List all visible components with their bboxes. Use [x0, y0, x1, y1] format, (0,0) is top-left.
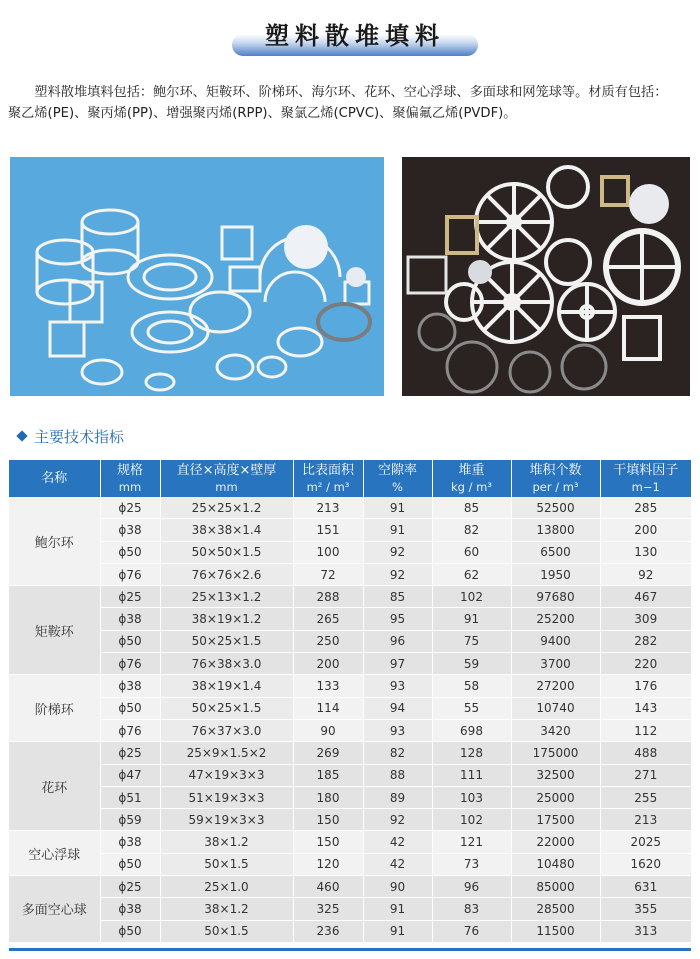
diamond-bullet-icon: [16, 430, 27, 441]
spec-cell: ϕ38: [100, 898, 160, 920]
col-header-name: 名称: [9, 460, 100, 497]
page-title: 塑料散堆填料: [265, 22, 445, 50]
packing-factor-cell: 130: [600, 541, 691, 563]
packing-factor-cell: 255: [600, 786, 691, 808]
bulk-density-cell: 60: [432, 541, 511, 563]
bulk-density-cell: 75: [432, 630, 511, 652]
count-cell: 9400: [511, 630, 600, 652]
packing-factor-cell: 282: [600, 630, 691, 652]
table-body: [9, 497, 691, 942]
surface-area-cell: 236: [293, 920, 363, 942]
void-ratio-cell: 92: [363, 563, 432, 585]
bulk-density-cell: 55: [432, 697, 511, 719]
bulk-density-cell: 91: [432, 608, 511, 630]
table-row: [9, 675, 691, 697]
packing-factor-cell: 271: [600, 764, 691, 786]
table-row: [9, 608, 691, 630]
void-ratio-cell: 94: [363, 697, 432, 719]
dimensions-cell: 59×19×3×3: [160, 809, 293, 831]
count-cell: 22000: [511, 831, 600, 853]
col-header-packing-factor: 干填料因子 m−1: [600, 460, 691, 497]
table-row: [9, 809, 691, 831]
count-cell: 32500: [511, 764, 600, 786]
dimensions-cell: 50×25×1.5: [160, 697, 293, 719]
spec-cell: ϕ76: [100, 653, 160, 675]
table-row: [9, 697, 691, 719]
count-cell: 25000: [511, 786, 600, 808]
packing-factor-cell: 200: [600, 519, 691, 541]
table-row: [9, 764, 691, 786]
void-ratio-cell: 95: [363, 608, 432, 630]
group-name-cell: 多面空心球: [9, 876, 100, 943]
bulk-density-cell: 103: [432, 786, 511, 808]
table-row: [9, 898, 691, 920]
dimensions-cell: 50×1.5: [160, 920, 293, 942]
dimensions-cell: 47×19×3×3: [160, 764, 293, 786]
bulk-density-cell: 59: [432, 653, 511, 675]
table-row: [9, 853, 691, 875]
packing-factor-cell: 213: [600, 809, 691, 831]
void-ratio-cell: 92: [363, 541, 432, 563]
product-photo-blue: [10, 157, 384, 396]
col-header-bulk-density: 堆重 kg / m³: [432, 460, 511, 497]
col-header-count: 堆积个数 per / m³: [511, 460, 600, 497]
surface-area-cell: 288: [293, 586, 363, 608]
count-cell: 52500: [511, 497, 600, 519]
group-name-cell: 阶梯环: [9, 675, 100, 742]
spec-cell: ϕ51: [100, 786, 160, 808]
surface-area-cell: 133: [293, 675, 363, 697]
table-row: [9, 742, 691, 764]
bulk-density-cell: 698: [432, 719, 511, 741]
bulk-density-cell: 83: [432, 898, 511, 920]
surface-area-cell: 213: [293, 497, 363, 519]
intro-paragraph: [8, 82, 694, 124]
void-ratio-cell: 42: [363, 853, 432, 875]
col-header-surface-area: 比表面积 m² / m³: [293, 460, 363, 497]
packing-illustration-right: [402, 157, 690, 396]
surface-area-cell: 90: [293, 719, 363, 741]
group-name-cell: 空心浮球: [9, 831, 100, 876]
dimensions-cell: 50×1.5: [160, 853, 293, 875]
count-cell: 6500: [511, 541, 600, 563]
dimensions-cell: 38×19×1.4: [160, 675, 293, 697]
count-cell: 17500: [511, 809, 600, 831]
spec-cell: ϕ25: [100, 497, 160, 519]
void-ratio-cell: 88: [363, 764, 432, 786]
spec-cell: ϕ50: [100, 853, 160, 875]
table-row: [9, 653, 691, 675]
col-header-dimensions: 直径×高度×壁厚 mm: [160, 460, 293, 497]
spec-cell: ϕ50: [100, 541, 160, 563]
surface-area-cell: 265: [293, 608, 363, 630]
dimensions-cell: 25×13×1.2: [160, 586, 293, 608]
table-row: [9, 831, 691, 853]
count-cell: 10480: [511, 853, 600, 875]
section-title: 主要技术指标: [34, 428, 125, 446]
void-ratio-cell: 85: [363, 586, 432, 608]
count-cell: 27200: [511, 675, 600, 697]
dimensions-cell: 25×1.0: [160, 876, 293, 898]
spec-cell: ϕ50: [100, 630, 160, 652]
spec-cell: ϕ50: [100, 697, 160, 719]
void-ratio-cell: 91: [363, 898, 432, 920]
table-row: [9, 719, 691, 741]
void-ratio-cell: 82: [363, 742, 432, 764]
bulk-density-cell: 76: [432, 920, 511, 942]
void-ratio-cell: 91: [363, 497, 432, 519]
col-header-spec: 规格 mm: [100, 460, 160, 497]
void-ratio-cell: 89: [363, 786, 432, 808]
dimensions-cell: 76×76×2.6: [160, 563, 293, 585]
dimensions-cell: 51×19×3×3: [160, 786, 293, 808]
spec-cell: ϕ25: [100, 742, 160, 764]
surface-area-cell: 150: [293, 831, 363, 853]
spec-table: [9, 460, 691, 943]
table-row: [9, 876, 691, 898]
dimensions-cell: 38×19×1.2: [160, 608, 293, 630]
packing-illustration-left: [10, 157, 384, 396]
dimensions-cell: 50×25×1.5: [160, 630, 293, 652]
spec-cell: ϕ38: [100, 519, 160, 541]
count-cell: 11500: [511, 920, 600, 942]
spec-cell: ϕ59: [100, 809, 160, 831]
packing-factor-cell: 488: [600, 742, 691, 764]
spec-cell: ϕ38: [100, 608, 160, 630]
void-ratio-cell: 92: [363, 809, 432, 831]
packing-factor-cell: 309: [600, 608, 691, 630]
table-row: [9, 519, 691, 541]
bulk-density-cell: 96: [432, 876, 511, 898]
spec-cell: ϕ38: [100, 675, 160, 697]
bulk-density-cell: 58: [432, 675, 511, 697]
spec-cell: ϕ25: [100, 876, 160, 898]
count-cell: 85000: [511, 876, 600, 898]
surface-area-cell: 460: [293, 876, 363, 898]
table-row: [9, 786, 691, 808]
table-bottom-rule: [9, 948, 691, 951]
packing-factor-cell: 143: [600, 697, 691, 719]
dimensions-cell: 76×38×3.0: [160, 653, 293, 675]
count-cell: 1950: [511, 563, 600, 585]
count-cell: 97680: [511, 586, 600, 608]
dimensions-cell: 38×1.2: [160, 898, 293, 920]
packing-factor-cell: 1620: [600, 853, 691, 875]
count-cell: 3700: [511, 653, 600, 675]
void-ratio-cell: 93: [363, 675, 432, 697]
spec-cell: ϕ38: [100, 831, 160, 853]
packing-factor-cell: 92: [600, 563, 691, 585]
product-photo-dark: [402, 157, 690, 396]
spec-cell: ϕ76: [100, 563, 160, 585]
spec-cell: ϕ47: [100, 764, 160, 786]
dimensions-cell: 38×1.2: [160, 831, 293, 853]
table-row: [9, 497, 691, 519]
surface-area-cell: 269: [293, 742, 363, 764]
packing-factor-cell: 631: [600, 876, 691, 898]
bulk-density-cell: 128: [432, 742, 511, 764]
table-row: [9, 630, 691, 652]
bulk-density-cell: 85: [432, 497, 511, 519]
surface-area-cell: 180: [293, 786, 363, 808]
void-ratio-cell: 91: [363, 519, 432, 541]
packing-factor-cell: 355: [600, 898, 691, 920]
count-cell: 13800: [511, 519, 600, 541]
table-row: [9, 541, 691, 563]
bulk-density-cell: 62: [432, 563, 511, 585]
packing-factor-cell: 2025: [600, 831, 691, 853]
count-cell: 3420: [511, 719, 600, 741]
dimensions-cell: 25×25×1.2: [160, 497, 293, 519]
intro-line-1: 塑料散堆填料包括：鲍尔环、矩鞍环、阶梯环、海尔环、花环、空心浮球、多面球和网笼球等。材质有包括：: [34, 85, 668, 100]
surface-area-cell: 150: [293, 809, 363, 831]
void-ratio-cell: 42: [363, 831, 432, 853]
packing-factor-cell: 112: [600, 719, 691, 741]
void-ratio-cell: 91: [363, 920, 432, 942]
packing-factor-cell: 176: [600, 675, 691, 697]
surface-area-cell: 151: [293, 519, 363, 541]
count-cell: 25200: [511, 608, 600, 630]
bulk-density-cell: 121: [432, 831, 511, 853]
page-title-banner: [232, 20, 478, 56]
group-name-cell: 矩鞍环: [9, 586, 100, 675]
group-name-cell: 鲍尔环: [9, 497, 100, 586]
void-ratio-cell: 96: [363, 630, 432, 652]
packing-factor-cell: 313: [600, 920, 691, 942]
count-cell: 175000: [511, 742, 600, 764]
table-header-row: [9, 460, 691, 497]
dimensions-cell: 50×50×1.5: [160, 541, 293, 563]
count-cell: 10740: [511, 697, 600, 719]
surface-area-cell: 250: [293, 630, 363, 652]
void-ratio-cell: 90: [363, 876, 432, 898]
surface-area-cell: 114: [293, 697, 363, 719]
bulk-density-cell: 111: [432, 764, 511, 786]
surface-area-cell: 200: [293, 653, 363, 675]
void-ratio-cell: 93: [363, 719, 432, 741]
dimensions-cell: 38×38×1.4: [160, 519, 293, 541]
dimensions-cell: 76×37×3.0: [160, 719, 293, 741]
table-row: [9, 920, 691, 942]
packing-factor-cell: 220: [600, 653, 691, 675]
void-ratio-cell: 97: [363, 653, 432, 675]
section-heading: [18, 426, 124, 447]
table-row: [9, 563, 691, 585]
surface-area-cell: 185: [293, 764, 363, 786]
spec-cell: ϕ50: [100, 920, 160, 942]
dimensions-cell: 25×9×1.5×2: [160, 742, 293, 764]
packing-factor-cell: 467: [600, 586, 691, 608]
surface-area-cell: 325: [293, 898, 363, 920]
surface-area-cell: 72: [293, 563, 363, 585]
bulk-density-cell: 102: [432, 586, 511, 608]
count-cell: 28500: [511, 898, 600, 920]
spec-cell: ϕ25: [100, 586, 160, 608]
bulk-density-cell: 73: [432, 853, 511, 875]
packing-factor-cell: 285: [600, 497, 691, 519]
bulk-density-cell: 82: [432, 519, 511, 541]
group-name-cell: 花环: [9, 742, 100, 831]
bulk-density-cell: 102: [432, 809, 511, 831]
intro-line-2: 聚乙烯(PE)、聚丙烯(PP)、增强聚丙烯(RPP)、聚氯乙烯(CPVC)、聚偏氟乙烯(PVDF)。: [8, 106, 517, 121]
table-row: [9, 586, 691, 608]
surface-area-cell: 120: [293, 853, 363, 875]
surface-area-cell: 100: [293, 541, 363, 563]
spec-cell: ϕ76: [100, 719, 160, 741]
col-header-void-ratio: 空隙率 %: [363, 460, 432, 497]
